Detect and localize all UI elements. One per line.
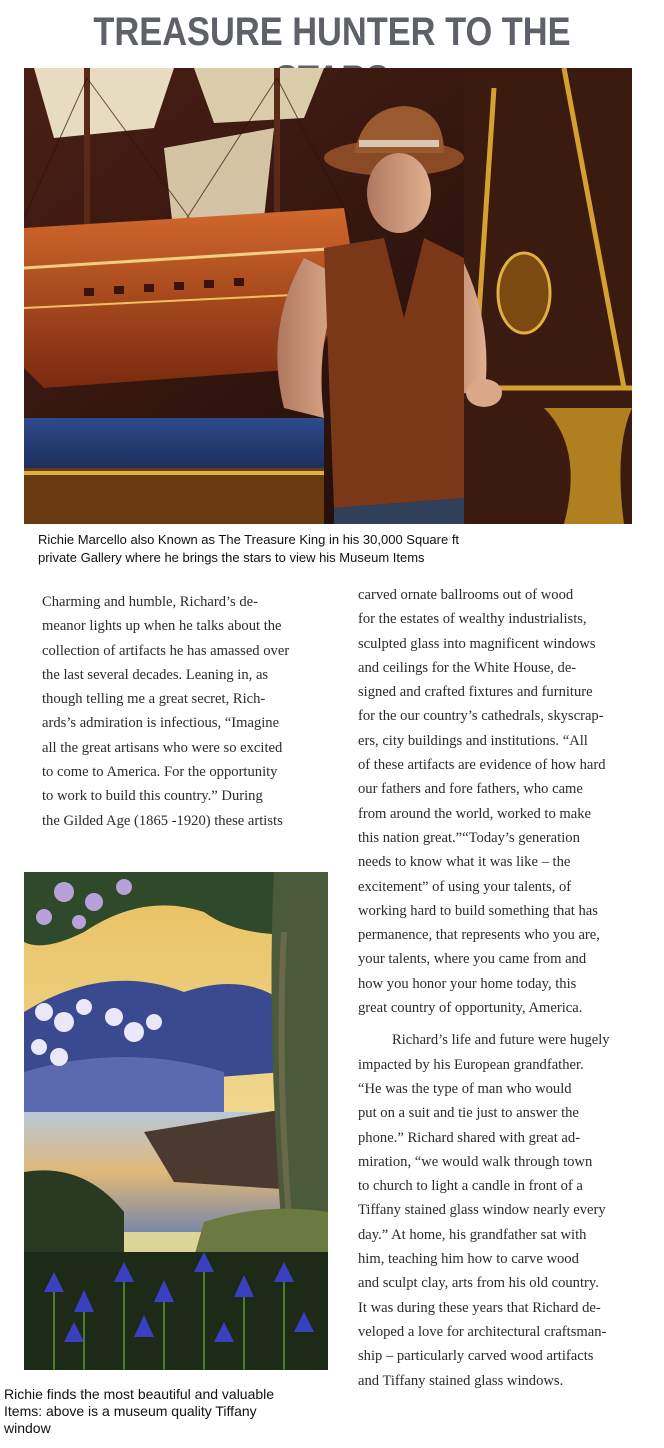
text-line: this nation great.”“Today’s generation <box>358 829 580 846</box>
text-line: excitement” of using your talents, of <box>358 878 572 895</box>
text-line: to come to America. For the opportunity <box>42 764 278 781</box>
hero-caption <box>38 531 638 567</box>
text-line: great country of opportunity, America. <box>358 1000 583 1017</box>
tiffany-caption <box>4 1386 334 1437</box>
text-line: ards’s admiration is infectious, “Imagine <box>42 715 280 732</box>
text-line: to work to build this country.” During <box>42 788 263 805</box>
text-line: your talents, where you came from and <box>358 951 587 968</box>
article-right-column <box>358 583 610 1393</box>
text-line: miration, “we would walk through town <box>358 1153 593 1170</box>
text-line: meanor lights up when he talks about the <box>42 618 282 635</box>
text-line: and ceilings for the White House, de- <box>358 659 577 676</box>
gallery-scene-illustration <box>24 68 632 524</box>
text-line: It was during these years that Richard de- <box>358 1299 601 1316</box>
text-line: Charming and humble, Richard’s de- <box>42 594 259 610</box>
text-line: ers, city buildings and institutions. “All <box>358 732 588 749</box>
caption-line: private Gallery where he brings the stars to view his Museum Items <box>38 550 425 565</box>
text-line: phone.” Richard shared with great ad- <box>358 1129 581 1146</box>
text-line: the last several decades. Leaning in, as <box>42 666 269 683</box>
text-line: ship – particularly carved wood artifacts <box>358 1348 594 1365</box>
text-line: carved ornate ballrooms out of wood <box>358 587 574 603</box>
text-line: for the our country’s cathedrals, skyscrap- <box>358 708 604 725</box>
stained-glass-illustration <box>24 872 328 1370</box>
text-line: “He was the type of man who would <box>358 1080 572 1097</box>
text-line: all the great artisans who were so excited <box>42 739 283 756</box>
text-line: of these artifacts are evidence of how hard <box>358 757 606 774</box>
text-line: veloped a love for architectural craftsman- <box>358 1323 607 1340</box>
caption-line: Richie Marcello also Known as The Treasure King in his 30,000 Square ft <box>38 532 460 547</box>
text-line: and Tiffany stained glass windows. <box>358 1372 564 1389</box>
text-line: working hard to build something that has <box>358 902 598 919</box>
text-line: though telling me a great secret, Rich- <box>42 691 266 708</box>
caption-line: Richie finds the most beautiful and valuable <box>4 1386 275 1402</box>
text-line: and sculpt clay, arts from his old country. <box>358 1275 599 1292</box>
text-line: our fathers and fore fathers, who came <box>358 781 583 798</box>
text-line: Tiffany stained glass window nearly every <box>358 1202 606 1219</box>
hero-photo <box>24 68 632 524</box>
text-line: from around the world, worked to make <box>358 805 592 822</box>
text-line: to church to light a candle in front of a <box>358 1178 583 1195</box>
text-line: needs to know what it was like – the <box>358 854 571 871</box>
text-line: the Gilded Age (1865 -1920) these artists <box>42 812 283 829</box>
caption-line: Items: above is a museum quality Tiffany <box>4 1403 257 1419</box>
text-line: how you honor your home today, this <box>358 975 577 992</box>
text-line: signed and crafted fixtures and furniture <box>358 684 593 701</box>
paragraph-gap <box>358 1020 610 1028</box>
text-line: day.” At home, his grandfather sat with <box>358 1226 587 1243</box>
caption-line: window <box>4 1420 51 1436</box>
text-line: impacted by his European grandfather. <box>358 1056 584 1073</box>
text-line: Richard’s life and future were hugely <box>392 1032 610 1049</box>
text-line: collection of artifacts he has amassed over <box>42 642 290 659</box>
text-line: sculpted glass into magnificent windows <box>358 635 596 652</box>
article-left-column <box>42 590 289 833</box>
text-line: him, teaching him how to carve wood <box>358 1251 579 1268</box>
text-line: for the estates of wealthy industrialists, <box>358 611 587 628</box>
tiffany-window-photo <box>24 872 328 1370</box>
text-line: permanence, that represents who you are, <box>358 927 600 944</box>
text-line: put on a suit and tie just to answer the <box>358 1105 579 1122</box>
page-title: TREASURE HUNTER TO THE <box>93 10 571 54</box>
